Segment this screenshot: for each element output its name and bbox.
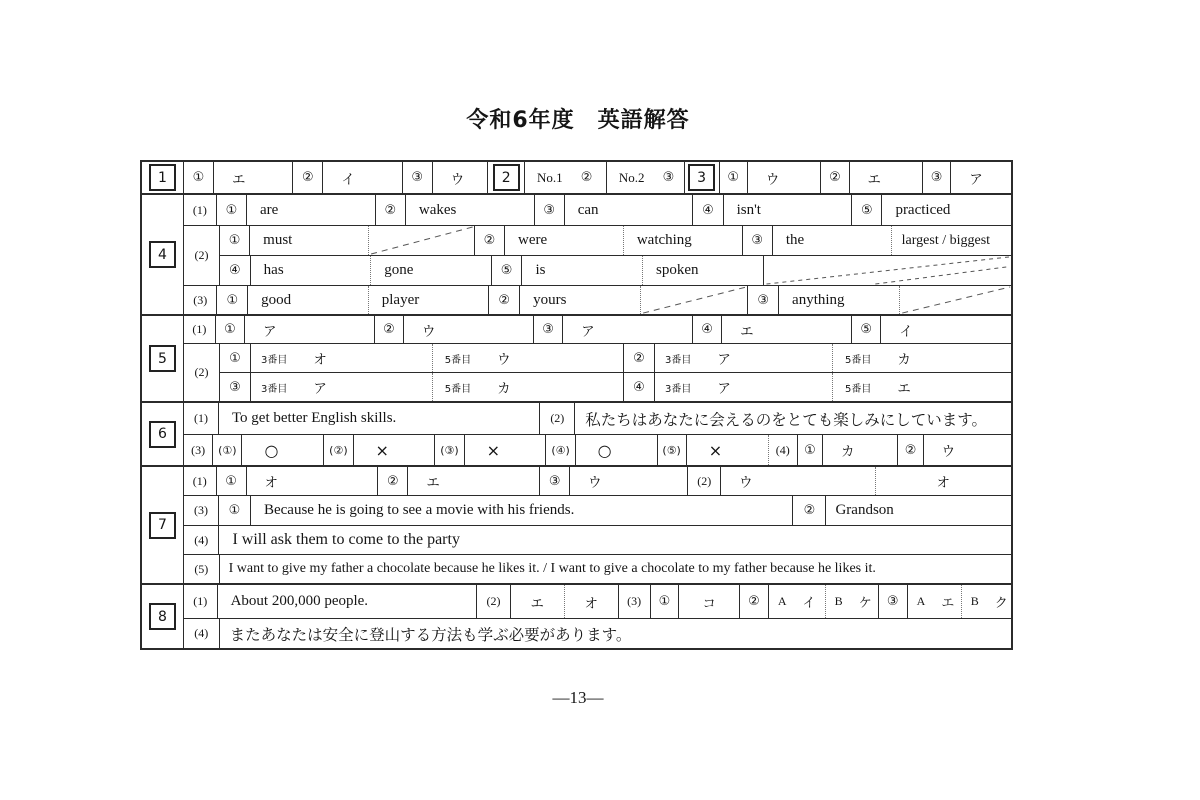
item-marker: ①	[720, 162, 748, 193]
question-number-cell	[142, 195, 184, 314]
position-label: 5番目	[444, 383, 472, 395]
diagonal-dash-icon	[900, 286, 1011, 314]
answer-cell: 私たちはあなたに会えるのをとても楽しみにしています。	[585, 410, 988, 429]
row-q7-5	[184, 554, 1011, 583]
answer-cell	[251, 344, 433, 372]
item-marker: ②	[375, 316, 404, 343]
question-number-box: 8	[149, 603, 176, 630]
position-answer: オ	[313, 352, 327, 368]
answer-cell: カ	[823, 435, 898, 465]
question-number-box: 5	[149, 345, 176, 372]
row-q1-q3	[184, 162, 1011, 193]
question-number-cell	[142, 316, 184, 401]
slot-answer: イ	[802, 596, 816, 611]
position-answer: ア	[313, 381, 327, 397]
question-number-box: 3	[688, 164, 715, 191]
answer-cell: ウ	[433, 162, 489, 193]
answer-cell: オ	[565, 585, 619, 618]
section-q6	[142, 401, 1011, 465]
answer-cell: player	[369, 286, 490, 314]
item-marker: (①)	[213, 435, 242, 465]
item-marker: ②	[793, 496, 826, 525]
answer-cell: gone	[371, 256, 492, 285]
page-title: 令和6年度 英語解答	[466, 108, 690, 133]
subquestion-label: (5)	[184, 555, 220, 583]
answer-cell: ア	[245, 316, 375, 343]
item-marker: ③	[540, 467, 570, 495]
item-marker: ②	[378, 467, 408, 495]
answer-cell: ウ	[748, 162, 821, 193]
answer-cell	[769, 585, 826, 618]
item-marker: ①	[217, 286, 248, 314]
row-q5-2-line2	[220, 372, 1011, 401]
row-q7-4	[184, 525, 1011, 554]
answer-cell: About 200,000 people.	[218, 585, 478, 618]
answer-cell: Because he is going to see a movie with his friends.	[251, 496, 794, 525]
answer-cell: wakes	[406, 195, 535, 225]
question-number-cell	[142, 585, 184, 648]
answer-cell: ア	[969, 171, 983, 188]
answer-cell: ウ	[404, 316, 534, 343]
diagonal-dash-icon	[641, 286, 748, 314]
question-number-cell	[142, 162, 184, 193]
row-q4-2-line2	[220, 255, 1011, 285]
position-label: 5番目	[444, 354, 472, 366]
row-q4-3	[184, 285, 1011, 314]
item-marker: (⑤)	[658, 435, 687, 465]
subquestion-label: (2)	[184, 344, 220, 401]
question-number-box: 2	[493, 164, 520, 191]
row-q8-1	[184, 585, 1011, 618]
position-label: 3番目	[664, 354, 692, 366]
row-q7-3	[184, 495, 1011, 525]
position-answer: ウ	[497, 352, 511, 368]
item-marker: ②	[489, 286, 520, 314]
row-q5-2	[184, 343, 1011, 401]
unused-cell	[764, 256, 1011, 285]
answer-cell: ア	[563, 316, 693, 343]
slot-label: A	[916, 594, 926, 608]
subquestion-label: (3)	[184, 435, 213, 465]
page-number: —13—	[552, 688, 604, 707]
diagonal-dash-icon	[369, 226, 474, 255]
subquestion-label: (2)	[540, 403, 575, 434]
answer-cell: spoken	[643, 256, 764, 285]
item-marker: ⑤	[852, 195, 882, 225]
answer-cell: ○	[242, 435, 324, 465]
item-marker: ③	[220, 373, 251, 401]
item-marker: ②	[624, 344, 655, 372]
subquestion-label: (4)	[184, 619, 220, 648]
item-marker: ①	[184, 162, 214, 193]
answer-cell: largest / biggest	[901, 232, 991, 248]
answer-cell	[908, 585, 962, 618]
subquestion-label: (1)	[184, 467, 217, 495]
item-marker: ①	[220, 226, 250, 255]
subquestion-label: (3)	[184, 496, 219, 525]
answer-cell: エ	[850, 162, 923, 193]
item-marker: ④	[624, 373, 655, 401]
row-q6-1	[184, 403, 1011, 434]
section-q4	[142, 193, 1011, 314]
item-marker: ③	[879, 585, 908, 618]
no-label: No.1	[537, 169, 563, 185]
item-marker: ①	[798, 435, 823, 465]
item-marker: ①	[216, 316, 245, 343]
answer-cell: is	[522, 256, 643, 285]
answer-cell: エ	[511, 585, 565, 618]
answer-cell: ウ	[721, 467, 875, 495]
item-marker: ③	[923, 162, 951, 193]
position-label: 3番目	[664, 383, 692, 395]
item-marker: ④	[693, 195, 723, 225]
item-marker: ①	[217, 467, 247, 495]
slot-label: B	[834, 594, 843, 608]
answer-cell	[962, 585, 1011, 618]
subquestion-label: (1)	[184, 195, 217, 225]
section-q8	[142, 583, 1011, 648]
position-label: 5番目	[844, 383, 872, 395]
position-answer: エ	[897, 381, 911, 397]
answer-cell: practiced	[895, 201, 951, 218]
question-number-cell	[488, 162, 525, 193]
answer-cell: エ	[722, 316, 852, 343]
row-q4-2-line1	[220, 226, 1011, 255]
row-q4-1	[184, 195, 1011, 225]
answer-cell: イ	[323, 162, 402, 193]
answer-cell: ウ	[570, 467, 688, 495]
answer-cell: good	[248, 286, 369, 314]
position-answer: カ	[497, 381, 511, 397]
answer-table	[140, 160, 1013, 650]
answer-cell: ×	[354, 435, 436, 465]
unused-cell	[641, 286, 749, 314]
item-marker: ①	[651, 585, 680, 618]
slot-label: A	[777, 594, 787, 608]
answer-cell	[525, 162, 607, 193]
answer-cell: the	[773, 226, 892, 255]
item-marker: ⑤	[852, 316, 881, 343]
answer-cell: can	[565, 195, 694, 225]
answer-cell: anything	[779, 286, 900, 314]
answer-cell: are	[247, 195, 376, 225]
item-marker: ③	[743, 226, 773, 255]
answer-cell: has	[251, 256, 372, 285]
item-marker: ⑤	[492, 256, 523, 285]
answer-cell	[655, 344, 833, 372]
item-marker: ①	[217, 195, 247, 225]
item-marker: ①	[219, 496, 251, 525]
slot-answer: エ	[941, 596, 955, 611]
answer-cell: watching	[624, 226, 743, 255]
answer-cell: To get better English skills.	[219, 403, 540, 434]
answer-cell	[826, 585, 879, 618]
no-label: No.2	[618, 169, 645, 185]
section-q1-q3	[142, 162, 1011, 193]
subquestion-label: (1)	[184, 585, 218, 618]
answer-cell: エ	[408, 467, 540, 495]
subquestion-label: (4)	[769, 435, 798, 465]
question-number-box: 6	[149, 421, 176, 448]
row-q5-1	[184, 316, 1011, 343]
answer-cell: yours	[520, 286, 641, 314]
question-number-box: 1	[149, 164, 176, 191]
slot-label: B	[970, 594, 979, 608]
answer-cell: オ	[247, 467, 379, 495]
question-number-cell	[142, 403, 184, 465]
diagonal-dash-icon	[764, 256, 1011, 285]
position-answer: ア	[717, 381, 731, 397]
position-label: 5番目	[844, 354, 872, 366]
section-q5	[142, 314, 1011, 401]
subquestion-label: (1)	[184, 403, 219, 434]
answer-cell: ×	[687, 435, 769, 465]
question-number-box: 4	[149, 241, 176, 268]
answer-cell: エ	[214, 162, 293, 193]
item-marker: ①	[220, 344, 251, 372]
subquestion-label: (2)	[184, 226, 220, 285]
answer-cell: ウ	[941, 444, 956, 460]
slot-answer: ケ	[858, 596, 872, 611]
unused-cell	[900, 286, 1011, 314]
answer-cell: ×	[465, 435, 547, 465]
row-q7-1	[184, 467, 1011, 495]
answer-cell: オ	[936, 475, 951, 491]
position-label: 3番目	[261, 354, 288, 366]
section-q7	[142, 465, 1011, 583]
answer-cell: I will ask them to come to the party	[232, 531, 460, 548]
item-marker: ③	[535, 195, 565, 225]
answer-cell: I want to give my father a chocolate because he likes it. / I want to give a chocolate to my father because he likes it.	[228, 561, 876, 576]
answer-cell	[833, 344, 1011, 372]
subquestion-label: (2)	[688, 467, 721, 495]
answer-cell	[655, 373, 833, 401]
item-marker: ②	[740, 585, 769, 618]
item-marker: ②	[376, 195, 406, 225]
item-marker: ②	[475, 226, 505, 255]
item-marker: ④	[220, 256, 251, 285]
row-q4-2	[184, 225, 1011, 285]
item-marker: ②	[821, 162, 849, 193]
item-marker: ④	[693, 316, 722, 343]
subquestion-label: (3)	[184, 286, 217, 314]
answer-cell: またあなたは安全に登山する方法も学ぶ必要があります。	[229, 625, 632, 644]
slot-answer: ク	[994, 596, 1008, 611]
unused-cell	[369, 226, 475, 255]
answer-cell	[433, 344, 624, 372]
answer-cell: isn't	[724, 195, 853, 225]
item-marker: ③	[748, 286, 779, 314]
item-marker: ②	[580, 170, 593, 185]
item-marker: ③	[662, 170, 675, 185]
item-marker: (④)	[546, 435, 575, 465]
answer-cell	[833, 373, 1011, 401]
question-number-cell	[142, 467, 184, 583]
position-label: 3番目	[261, 383, 288, 395]
answer-cell: must	[250, 226, 369, 255]
answer-cell	[433, 373, 624, 401]
item-marker: (②)	[324, 435, 353, 465]
row-q5-2-line1	[220, 344, 1011, 372]
item-marker: (③)	[435, 435, 464, 465]
question-number-box: 7	[149, 512, 176, 539]
item-marker: ②	[898, 435, 923, 465]
position-answer: ア	[717, 352, 731, 368]
answer-cell	[607, 162, 685, 193]
subquestion-label: (3)	[619, 585, 651, 618]
row-q6-2	[184, 434, 1011, 465]
answer-cell: イ	[899, 323, 913, 340]
answer-cell: Grandson	[835, 502, 894, 518]
row-q8-4	[184, 618, 1011, 648]
position-answer: カ	[897, 352, 911, 368]
item-marker: ③	[403, 162, 433, 193]
subquestion-label: (2)	[477, 585, 511, 618]
item-marker: ③	[534, 316, 563, 343]
subquestion-label: (1)	[184, 316, 216, 343]
question-number-cell	[685, 162, 720, 193]
answer-cell: コ	[679, 585, 740, 618]
subquestion-label: (4)	[184, 526, 219, 554]
answer-cell	[251, 373, 433, 401]
answer-cell: were	[505, 226, 624, 255]
item-marker: ②	[293, 162, 323, 193]
answer-cell: ○	[576, 435, 658, 465]
